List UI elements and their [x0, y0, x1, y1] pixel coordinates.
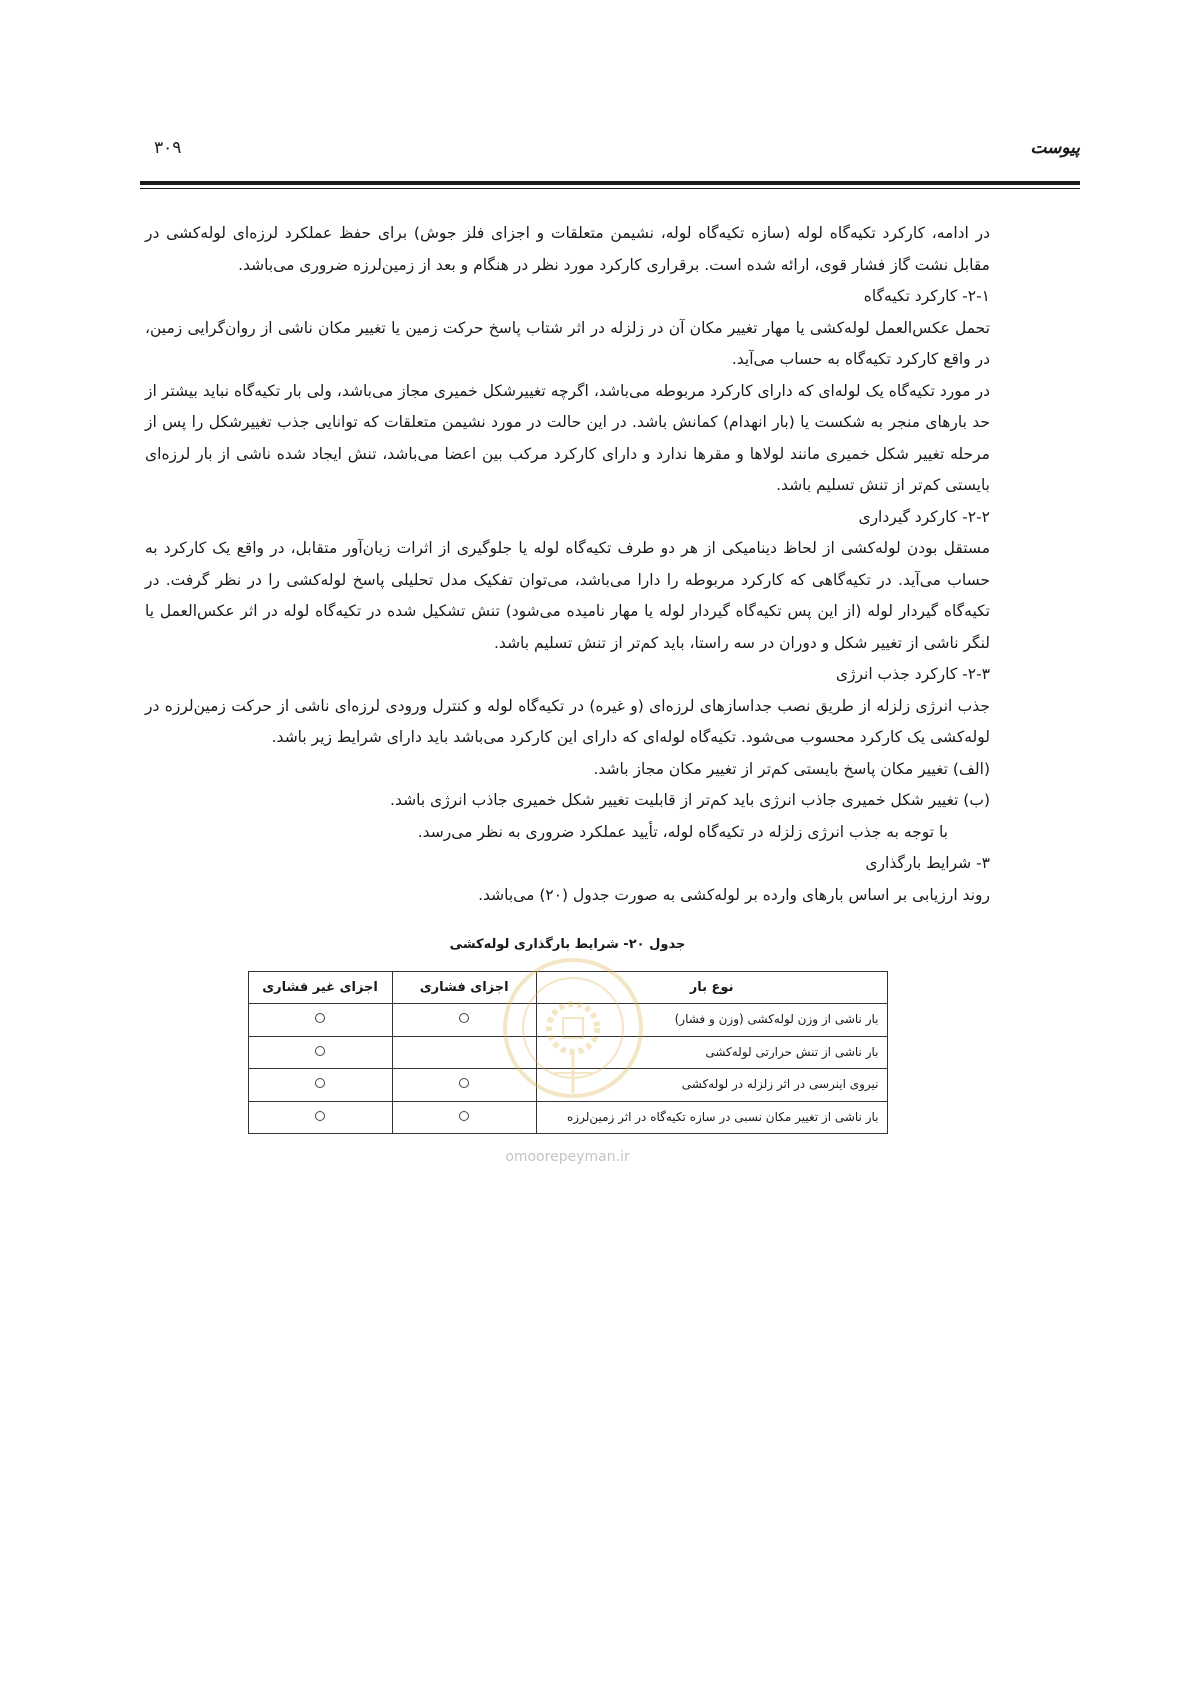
- table-caption: جدول ۲۰- شرایط بارگذاری لوله‌کشی: [449, 937, 686, 952]
- applicable-circle-icon: [315, 1111, 325, 1121]
- table-row: [248, 1069, 887, 1102]
- table-row: [248, 1004, 887, 1037]
- load-type-cell: بار ناشی از وزن لوله‌کشی (وزن و فشار): [536, 1004, 887, 1037]
- pressure-component-cell: [392, 1101, 536, 1134]
- non-pressure-component-cell: [248, 1036, 392, 1069]
- applicable-circle-icon: [459, 1013, 469, 1023]
- load-type-cell: بار ناشی از تنش حرارتی لوله‌کشی: [536, 1036, 887, 1069]
- section-heading-2-1: ۲-۱- کارکرد تکیه‌گاه: [863, 287, 990, 305]
- condition-item-b: (ب) تغییر شکل خمیری جاذب انرژی باید کم‌تر از قابلیت تغییر شکل خمیری جاذب انرژی باشد.: [390, 791, 990, 809]
- section-2-1-paragraph-2: در مورد تکیه‌گاه یک لوله‌ای که دارای کارکرد مربوطه می‌باشد، اگرچه تغییرشکل خمیری مجاز می‌باشد، ولی بار تکیه‌گاه نباید بیشتر از حد بارهای منجر به شکست یا (بار انهدام) کمانش باشد. در این حالت در مورد نشیمن متعلقات که توانایی جذب تغییرشکل را پس از مرحله تغییر شکل خمیری مانند لولاها و مقرها ندارد و دارای کارکرد مرکب بین اعضا می‌باشد، تنش ایجاد شده ناشی از بار لرزه‌ای بایستی کم‌تر از تنش تسلیم باشد.: [145, 381, 990, 494]
- table-row: [248, 1036, 887, 1069]
- load-type-cell: بار ناشی از تغییر مکان نسبی در سازه تکیه‌گاه در اثر زمین‌لرزه: [536, 1101, 887, 1134]
- section-3-paragraph: روند ارزیابی بر اساس بارهای وارده بر لوله‌کشی به صورت جدول (۲۰) می‌باشد.: [478, 885, 990, 904]
- non-pressure-component-cell: [248, 1069, 392, 1102]
- page-header: [140, 138, 1080, 168]
- non-pressure-component-cell: [248, 1101, 392, 1134]
- pressure-component-cell: [392, 1069, 536, 1102]
- section-2-2-paragraph: مستقل بودن لوله‌کشی از لحاظ دینامیکی از هر دو طرف تکیه‌گاه لوله یا جلوگیری از اثرات زیان‌آور متقابل، در واقع یک کارکرد به حساب می‌آید. در تکیه‌گاهی که کارکرد مربوطه را دارا می‌باشد، می‌توان تفکیک مدل تحلیلی پاسخ لوله‌کشی را در نظر گرفت. در تکیه‌گاه گیردار لوله (از این پس تکیه‌گاه گیردار لوله یا مهار نامیده می‌شود) تنش تشکیل شده در تکیه‌گاه لوله در اثر عکس‌العمل یا لنگر ناشی از تغییر شکل و دوران در سه راستا، باید کم‌تر از تنش تسلیم باشد.: [145, 539, 990, 652]
- section-2-3-paragraph: جذب انرژی زلزله از طریق نصب جداسازهای لرزه‌ای (و غیره) در تکیه‌گاه لوله و کنترل ورودی لرزه‌ای ناشی از حرکت زمین‌لرزه در لوله‌کشی یک کارکرد محسوب می‌شود. تکیه‌گاه لوله‌ای که دارای این کارکرد می‌باشد باید دارای شرایط زیر باشد.: [145, 696, 990, 746]
- watermark-url: omoorepeyman.ir: [505, 1149, 630, 1165]
- section-heading-2-2: ۲-۲- کارکرد گیرداری: [858, 507, 990, 526]
- non-pressure-component-cell: [248, 1004, 392, 1037]
- applicable-circle-icon: [315, 1046, 325, 1056]
- section-heading-2-3: ۲-۳- کارکرد جذب انرژی: [835, 665, 990, 683]
- running-header-title: پیوست: [1030, 138, 1080, 158]
- page-content: [145, 218, 990, 1174]
- loading-conditions-table: [248, 971, 888, 1135]
- section-2-3-note: با توجه به جذب انرژی زلزله در تکیه‌گاه لوله، تأیید عملکرد ضروری به نظر می‌رسد.: [417, 822, 948, 841]
- applicable-circle-icon: [459, 1078, 469, 1088]
- load-type-cell: نیروی اینرسی در اثر زلزله در لوله‌کشی: [536, 1069, 887, 1102]
- header-load-type: نوع بار: [536, 971, 887, 1004]
- intro-paragraph: در ادامه، کارکرد تکیه‌گاه لوله (سازه تکیه‌گاه لوله، نشیمن متعلقات و اجزای فلز جوش) برای حفظ عملکرد لرزه‌ای لوله‌کشی در مقابل نشت گاز فشار قوی، ارائه شده است. برقراری کارکرد مورد نظر در هنگام و بعد از زمین‌لرزه ضروری می‌باشد.: [145, 224, 990, 274]
- applicable-circle-icon: [315, 1013, 325, 1023]
- table-body: [248, 1004, 887, 1134]
- pressure-component-cell: [392, 1004, 536, 1037]
- table-container: [248, 971, 888, 1135]
- section-2-1-paragraph-1: تحمل عکس‌العمل لوله‌کشی یا مهار تغییر مکان آن در زلزله در اثر شتاب پاسخ حرکت زمین یا تغییر مکان ناشی از روان‌گرایی زمین، در واقع کارکرد تکیه‌گاه به حساب می‌آید.: [145, 318, 990, 368]
- header-rule-thick: [140, 181, 1080, 185]
- header-rule-thin: [140, 188, 1080, 189]
- section-heading-3: ۳- شرایط بارگذاری: [865, 854, 990, 872]
- applicable-circle-icon: [459, 1111, 469, 1121]
- header-pressure-components: اجزای فشاری: [392, 971, 536, 1004]
- condition-item-a: (الف) تغییر مکان پاسخ بایستی کم‌تر از تغییر مکان مجاز باشد.: [593, 759, 990, 778]
- table-row: [248, 1101, 887, 1134]
- header-non-pressure-components: اجزای غیر فشاری: [248, 971, 392, 1004]
- applicable-circle-icon: [315, 1078, 325, 1088]
- pressure-component-cell: [392, 1036, 536, 1069]
- page-number: ۳۰۹: [154, 138, 182, 158]
- table-header-row: [248, 971, 887, 1004]
